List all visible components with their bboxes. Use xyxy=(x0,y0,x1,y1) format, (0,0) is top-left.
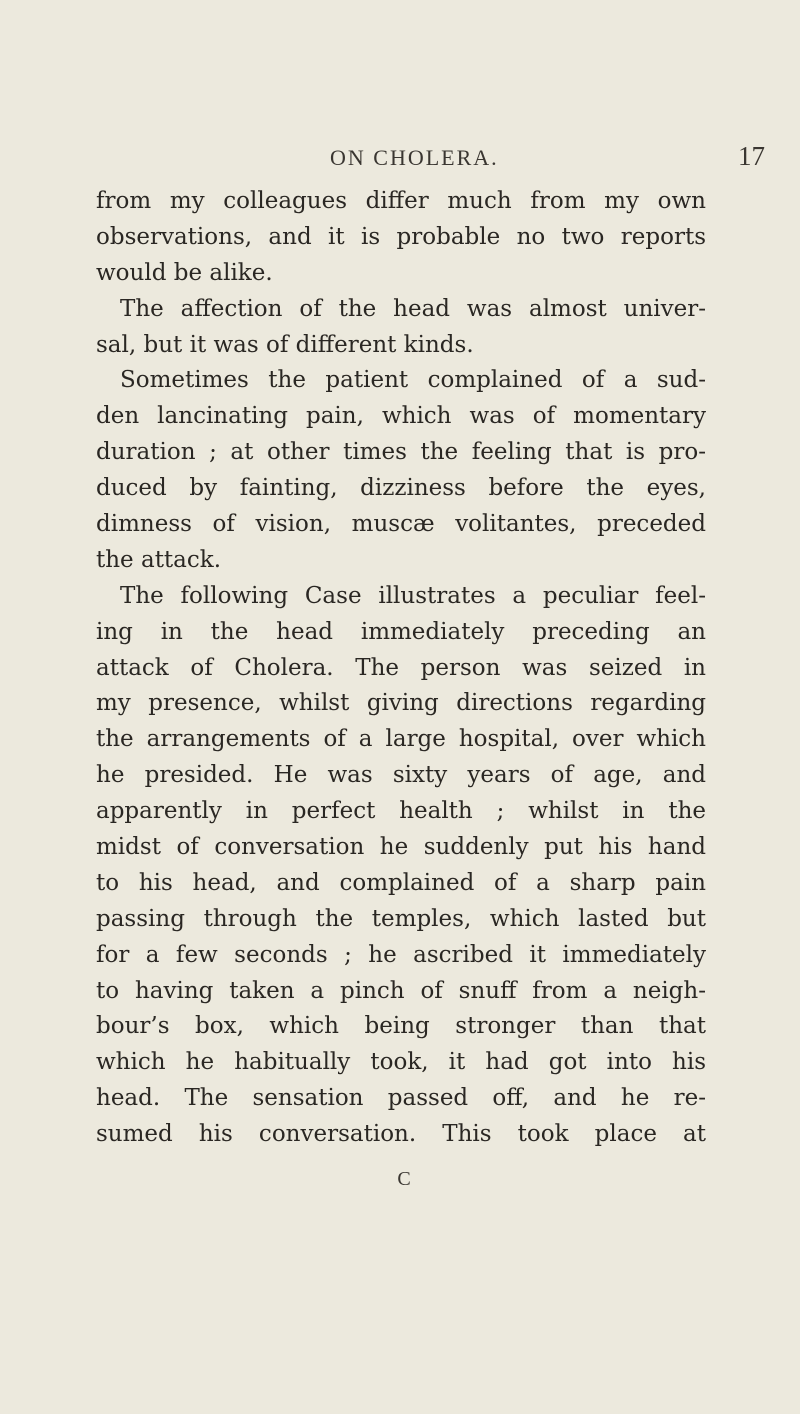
text-line: the attack. xyxy=(96,546,222,573)
text-line: midst of conversation he suddenly put his hand xyxy=(96,834,706,861)
text-line: apparently in perfect health ; whilst in the xyxy=(96,798,706,825)
text-line: passing through the temples, which lasted but xyxy=(96,905,706,932)
text-line: den lancinating pain, which was of momentary xyxy=(96,403,706,430)
text-line: ing in the head immediately preceding an xyxy=(96,618,706,645)
text-line: to having taken a pinch of snuff from a neigh- xyxy=(96,977,706,1004)
text-line: duced by fainting, dizziness before the eyes, xyxy=(96,475,706,502)
running-head xyxy=(0,141,800,171)
text-line: The affection of the head was almost univer- xyxy=(120,295,706,322)
page-number: 17 xyxy=(738,141,765,171)
text-line: attack of Cholera. The person was seized in xyxy=(96,654,706,681)
text-line: which he habitually took, it had got into his xyxy=(96,1049,706,1076)
text-line: The following Case illustrates a peculiar feel- xyxy=(120,582,706,609)
text-line: dimness of vision, muscæ volitantes, preceded xyxy=(96,511,706,538)
text-line: bour’s box, which being stronger than that xyxy=(96,1013,706,1040)
text-line: to his head, and complained of a sharp pain xyxy=(96,869,706,896)
text-line: sumed his conversation. This took place at xyxy=(96,1121,706,1148)
text-line: observations, and it is probable no two reports xyxy=(96,223,706,250)
text-line: for a few seconds ; he ascribed it immediately xyxy=(96,941,706,968)
text-line: he presided. He was sixty years of age, and xyxy=(96,762,706,789)
body-text xyxy=(96,184,706,1153)
text-line: Sometimes the patient complained of a sud- xyxy=(120,367,706,394)
text-line: from my colleagues differ much from my own xyxy=(96,188,706,214)
text-line: duration ; at other times the feeling that is pro- xyxy=(96,439,706,466)
signature-mark: C xyxy=(397,1168,411,1190)
text-line: head. The sensation passed off, and he re- xyxy=(96,1085,706,1112)
running-title: ON CHOLERA. xyxy=(330,145,499,170)
text-line: the arrangements of a large hospital, over which xyxy=(96,726,706,753)
text-line: sal, but it was of different kinds. xyxy=(96,331,474,358)
text-line: would be alike. xyxy=(96,259,273,286)
text-line: my presence, whilst giving directions regarding xyxy=(96,690,706,717)
